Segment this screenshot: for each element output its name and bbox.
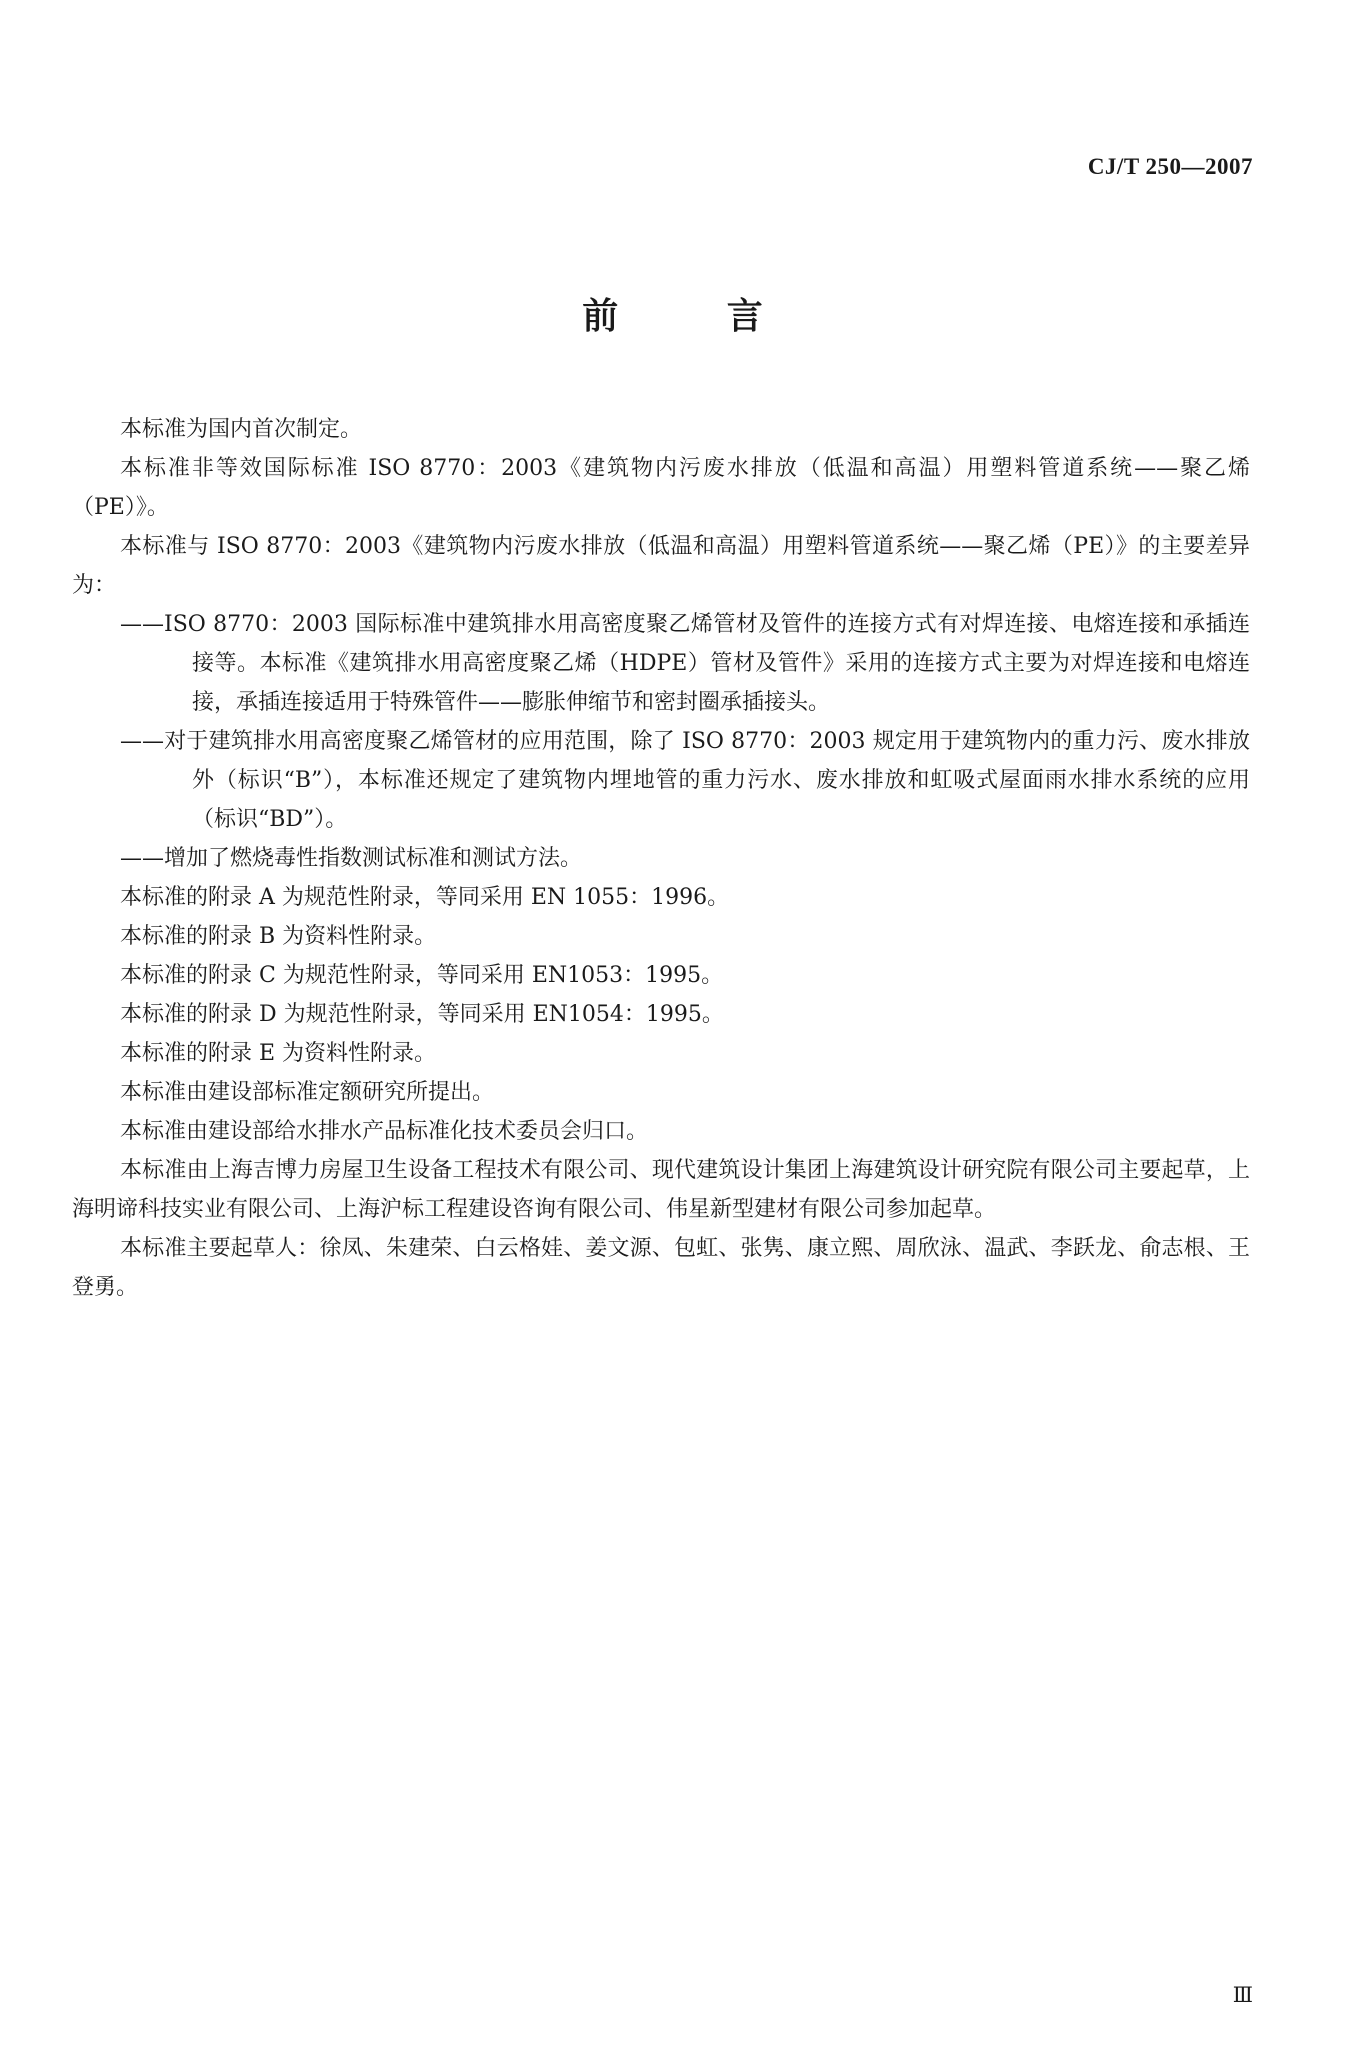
standard-code: CJ/T 250—2007 (1087, 154, 1253, 179)
difference-item: ——ISO 8770：2003 国际标准中建筑排水用高密度聚乙烯管材及管件的连接方式有对焊连接、电熔连接和承插连接等。本标准《建筑排水用高密度聚乙烯（HDPE）管材及管件》采用的连接方式主要为对焊连接和电熔连接，承插连接适用于特殊管件——膨胀伸缩节和密封圈承插接头。 (120, 612, 1250, 715)
paragraph: 本标准的附录 B 为资料性附录。 (120, 924, 437, 949)
paragraph: 本标准的附录 C 为规范性附录，等同采用 EN1053：1995。 (120, 963, 724, 988)
paragraph: 本标准与 ISO 8770：2003《建筑物内污废水排放（低温和高温）用塑料管道系统——聚乙烯（PE）》的主要差异为： (72, 534, 1250, 598)
page-title: 前 言 (582, 296, 811, 337)
page-number: Ⅲ (1232, 1983, 1253, 2007)
paragraph: 本标准由建设部给水排水产品标准化技术委员会归口。 (120, 1119, 649, 1144)
difference-item: ——增加了燃烧毒性指数测试标准和测试方法。 (120, 846, 583, 871)
paragraph: 本标准主要起草人：徐凤、朱建荣、白云格娃、姜文源、包虹、张隽、康立熙、周欣泳、温武、李跃龙、俞志根、王登勇。 (72, 1236, 1250, 1300)
paragraph: 本标准的附录 A 为规范性附录，等同采用 EN 1055：1996。 (120, 885, 730, 910)
difference-item: ——对于建筑排水用高密度聚乙烯管材的应用范围，除了 ISO 8770：2003 规定用于建筑物内的重力污、废水排放外（标识“B”），本标准还规定了建筑物内埋地管的重力污水、废水排放和虹吸式屋面雨水排水系统的应用（标识“BD”）。 (120, 729, 1250, 832)
paragraph: 本标准非等效国际标准 ISO 8770：2003《建筑物内污废水排放（低温和高温）用塑料管道系统——聚乙烯（PE）》。 (72, 456, 1250, 520)
document-body (72, 410, 1250, 1307)
paragraph: 本标准由上海吉博力房屋卫生设备工程技术有限公司、现代建筑设计集团上海建筑设计研究院有限公司主要起草，上海明谛科技实业有限公司、上海沪标工程建设咨询有限公司、伟星新型建材有限公司参加起草。 (72, 1158, 1250, 1222)
paragraph: 本标准为国内首次制定。 (120, 417, 363, 442)
paragraph: 本标准的附录 E 为资料性附录。 (120, 1041, 437, 1066)
paragraph: 本标准由建设部标准定额研究所提出。 (120, 1080, 495, 1105)
paragraph: 本标准的附录 D 为规范性附录，等同采用 EN1054：1995。 (120, 1002, 724, 1027)
